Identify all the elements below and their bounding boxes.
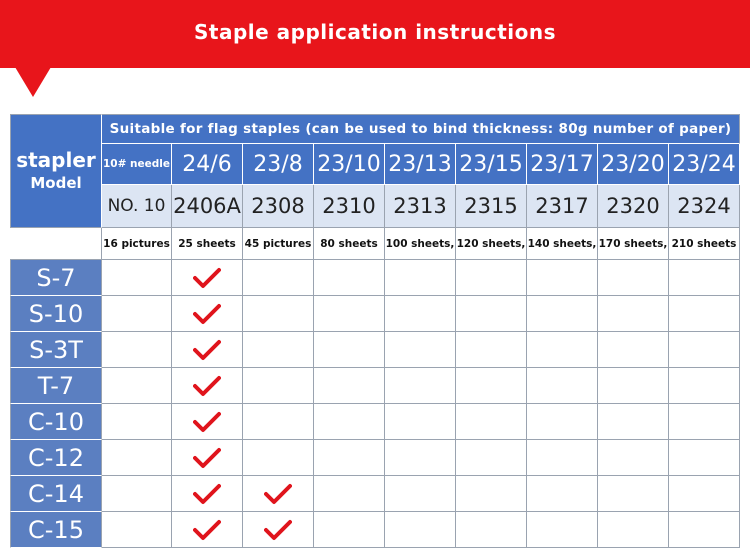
staple-type-text: 23/13 — [388, 151, 452, 177]
sheet-capacity-text: 16 pictures — [103, 237, 170, 250]
staple-number — [243, 185, 314, 228]
compatibility-cell — [669, 260, 740, 296]
compatibility-cell — [172, 296, 243, 332]
compatibility-cell — [456, 476, 527, 512]
compatibility-cell — [102, 296, 172, 332]
compatibility-cell — [243, 512, 314, 548]
compatibility-cell — [172, 332, 243, 368]
compatibility-cell — [385, 296, 456, 332]
staple-number-text: 2310 — [322, 194, 376, 218]
banner-pointer — [15, 67, 51, 97]
staple-number-text: 2315 — [464, 194, 518, 218]
stapler-model-text: S-10 — [28, 299, 84, 328]
staple-number-text: 2320 — [606, 194, 660, 218]
compatibility-cell — [314, 296, 385, 332]
compatibility-cell — [456, 512, 527, 548]
compatibility-cell — [102, 440, 172, 476]
compatibility-cell — [172, 260, 243, 296]
compatibility-cell — [669, 368, 740, 404]
staple-type — [314, 144, 385, 185]
stapler-model-text: C-15 — [28, 515, 84, 544]
compatibility-cell — [102, 332, 172, 368]
compatibility-cell — [314, 368, 385, 404]
compatibility-cell — [527, 404, 598, 440]
compatibility-cell — [172, 512, 243, 548]
compatibility-cell — [172, 440, 243, 476]
compatibility-cell — [527, 512, 598, 548]
compatibility-cell — [102, 260, 172, 296]
sheet-capacity — [598, 228, 669, 260]
compatibility-cell — [598, 440, 669, 476]
staple-type-text: 10# needle — [102, 158, 171, 170]
compatibility-cell — [669, 332, 740, 368]
staple-number — [527, 185, 598, 228]
compatibility-cell — [669, 440, 740, 476]
sheet-capacity — [102, 228, 172, 260]
check-mark-icon — [193, 447, 221, 469]
stapler-model — [10, 512, 102, 548]
compatibility-cell — [527, 368, 598, 404]
compatibility-cell — [669, 296, 740, 332]
stapler-model-text: T-7 — [37, 371, 75, 400]
compatibility-cell — [243, 368, 314, 404]
staple-type — [669, 144, 740, 185]
compatibility-cell — [314, 512, 385, 548]
compatibility-cell — [385, 512, 456, 548]
stapler-model-text: C-10 — [28, 407, 84, 436]
staple-type — [243, 144, 314, 185]
compatibility-cell — [456, 260, 527, 296]
sheet-capacity-text: 100 sheets, — [385, 237, 455, 250]
stapler-model — [10, 332, 102, 368]
check-mark-icon — [193, 303, 221, 325]
sheet-capacity — [314, 228, 385, 260]
stapler-label: stapler — [16, 148, 96, 172]
staple-number — [385, 185, 456, 228]
compatibility-cell — [102, 476, 172, 512]
staple-type — [456, 144, 527, 185]
check-mark-icon — [193, 483, 221, 505]
compatibility-cell — [102, 368, 172, 404]
compatibility-cell — [172, 404, 243, 440]
stapler-model — [10, 260, 102, 296]
title-banner — [0, 0, 750, 68]
staple-number — [102, 185, 172, 228]
stapler-model — [10, 368, 102, 404]
stapler-model-header — [10, 114, 102, 228]
compatibility-cell — [243, 404, 314, 440]
compatibility-cell — [243, 260, 314, 296]
compatibility-cell — [102, 404, 172, 440]
compatibility-cell — [314, 404, 385, 440]
page-title: Staple application instructions — [193, 20, 557, 44]
stapler-model — [10, 440, 102, 476]
compatibility-cell — [527, 476, 598, 512]
staple-number-text: 2406A — [173, 194, 241, 218]
staple-type-text: 24/6 — [182, 151, 232, 177]
compatibility-cell — [598, 476, 669, 512]
compatibility-cell — [243, 296, 314, 332]
staple-type-text: 23/15 — [459, 151, 523, 177]
compatibility-cell — [385, 440, 456, 476]
sheet-capacity-text: 25 sheets — [178, 237, 236, 250]
staple-number-text: 2313 — [393, 194, 447, 218]
compatibility-cell — [598, 296, 669, 332]
suitable-staples-header — [102, 114, 740, 144]
staple-type-text: 23/10 — [317, 151, 381, 177]
check-mark-icon — [193, 339, 221, 361]
staple-type — [385, 144, 456, 185]
sheet-capacity — [456, 228, 527, 260]
stapler-model-text: C-14 — [28, 479, 84, 508]
compatibility-cell — [456, 332, 527, 368]
staple-number-text: 2324 — [677, 194, 731, 218]
stapler-model-text: C-12 — [28, 443, 84, 472]
compatibility-cell — [669, 512, 740, 548]
compatibility-cell — [598, 260, 669, 296]
staple-number — [456, 185, 527, 228]
sheet-capacity — [669, 228, 740, 260]
compatibility-cell — [456, 404, 527, 440]
staple-number-text: NO. 10 — [107, 196, 166, 216]
compatibility-cell — [598, 368, 669, 404]
staple-number — [669, 185, 740, 228]
stapler-model-text: S-7 — [36, 263, 76, 292]
compatibility-cell — [527, 332, 598, 368]
stapler-model — [10, 296, 102, 332]
compatibility-cell — [314, 476, 385, 512]
compatibility-cell — [385, 368, 456, 404]
thickness-row-spacer — [10, 228, 102, 260]
compatibility-cell — [527, 260, 598, 296]
sheet-capacity — [527, 228, 598, 260]
sheet-capacity-text: 80 sheets — [320, 237, 378, 250]
check-mark-icon — [264, 483, 292, 505]
compatibility-cell — [598, 332, 669, 368]
compatibility-cell — [527, 440, 598, 476]
staple-number — [314, 185, 385, 228]
compatibility-cell — [385, 260, 456, 296]
sheet-capacity-text: 120 sheets, — [456, 237, 526, 250]
compatibility-cell — [527, 296, 598, 332]
staple-number-text: 2317 — [535, 194, 589, 218]
suitable-staples-header-text: Suitable for flag staples (can be used to bind thickness: 80g number of paper) — [109, 121, 732, 137]
check-mark-icon — [193, 375, 221, 397]
staple-number-text: 2308 — [251, 194, 305, 218]
compatibility-cell — [172, 368, 243, 404]
stapler-model — [10, 404, 102, 440]
stapler-model-text: S-3T — [29, 335, 83, 364]
stapler-model — [10, 476, 102, 512]
staple-type-text: 23/24 — [672, 151, 736, 177]
compatibility-cell — [456, 296, 527, 332]
check-mark-icon — [193, 267, 221, 289]
compatibility-cell — [243, 332, 314, 368]
compatibility-cell — [598, 404, 669, 440]
compatibility-cell — [314, 440, 385, 476]
compatibility-cell — [172, 476, 243, 512]
compatibility-cell — [243, 476, 314, 512]
compatibility-cell — [456, 440, 527, 476]
staple-compatibility-table — [10, 114, 750, 544]
sheet-capacity — [172, 228, 243, 260]
staple-type-text: 23/17 — [530, 151, 594, 177]
staple-number — [172, 185, 243, 228]
compatibility-cell — [385, 404, 456, 440]
sheet-capacity-text: 170 sheets, — [598, 237, 668, 250]
compatibility-cell — [669, 404, 740, 440]
compatibility-cell — [102, 512, 172, 548]
staple-type — [598, 144, 669, 185]
staple-type — [172, 144, 243, 185]
compatibility-cell — [314, 332, 385, 368]
compatibility-cell — [669, 476, 740, 512]
sheet-capacity — [385, 228, 456, 260]
compatibility-cell — [456, 368, 527, 404]
sheet-capacity-text: 210 sheets — [671, 237, 737, 250]
staple-type — [102, 144, 172, 185]
sheet-capacity-text: 140 sheets, — [527, 237, 597, 250]
staple-type-text: 23/20 — [601, 151, 665, 177]
compatibility-cell — [314, 260, 385, 296]
compatibility-cell — [385, 476, 456, 512]
sheet-capacity-text: 45 pictures — [244, 237, 312, 250]
staple-number — [598, 185, 669, 228]
staple-type — [527, 144, 598, 185]
sheet-capacity — [243, 228, 314, 260]
compatibility-cell — [385, 332, 456, 368]
staple-type-text: 23/8 — [253, 151, 303, 177]
compatibility-cell — [243, 440, 314, 476]
compatibility-cell — [598, 512, 669, 548]
model-label: Model — [30, 174, 82, 192]
check-mark-icon — [193, 411, 221, 433]
